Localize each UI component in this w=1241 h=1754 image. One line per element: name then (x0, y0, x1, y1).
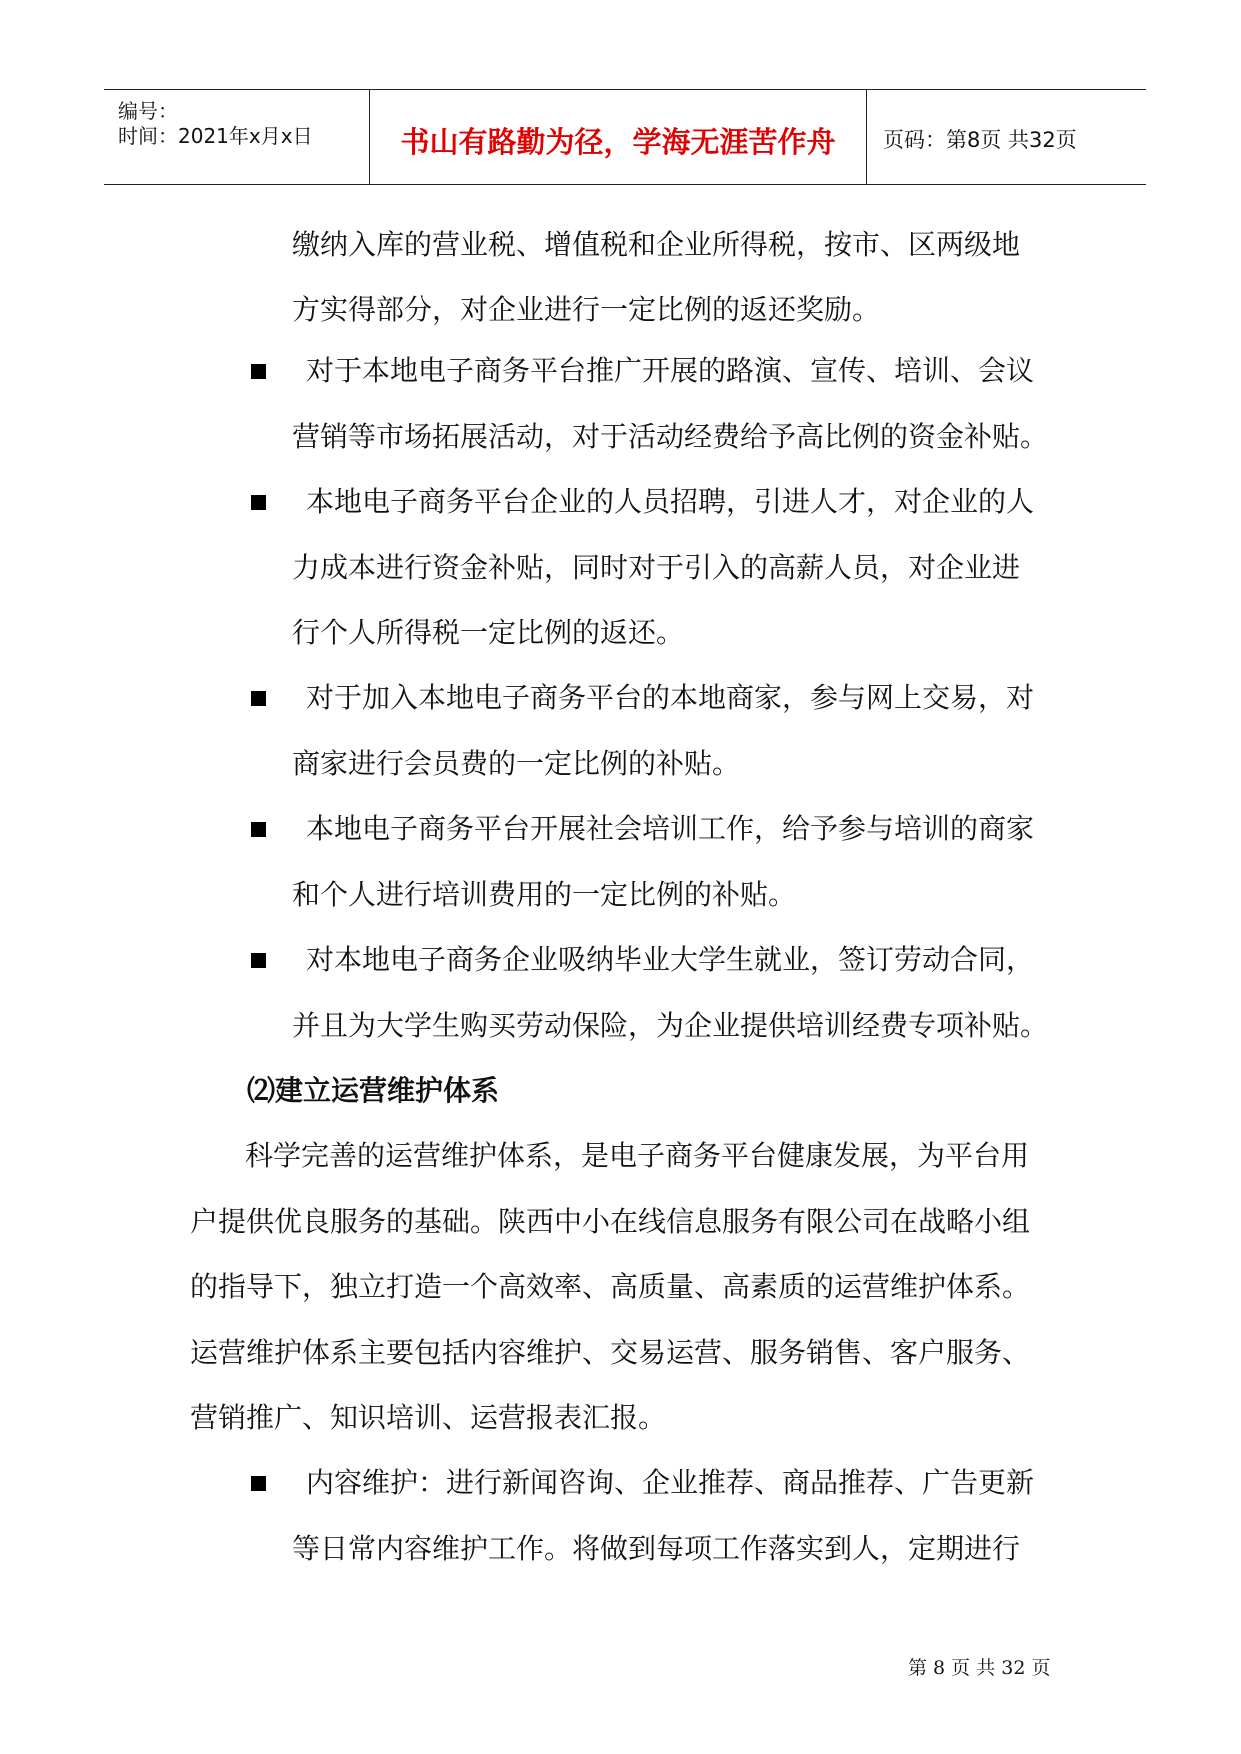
header-motto-cell (370, 90, 867, 184)
square-bullet-icon (251, 953, 266, 968)
document-time-label: 时间：2021年x月x日 (118, 124, 313, 148)
body-line: 并且为大学生购买劳动保险，为企业提供培训经费专项补贴。 (292, 1009, 1049, 1042)
paragraph-line: 科学完善的运营维护体系，是电子商务平台健康发展，为平台用 (245, 1139, 1030, 1172)
page-header (104, 89, 1146, 185)
square-bullet-icon (251, 495, 266, 510)
body-line: 力成本进行资金补贴，同时对于引入的高薪人员，对企业进 (292, 551, 1021, 584)
body-line: 营销等市场拓展活动，对于活动经费给予高比例的资金补贴。 (292, 420, 1049, 453)
list-item: 本地电子商务平台企业的人员招聘，引进人才，对企业的人 (306, 485, 1035, 518)
body-line: 和个人进行培训费用的一定比例的补贴。 (292, 878, 797, 911)
list-item: 对本地电子商务企业吸纳毕业大学生就业，签订劳动合同， (306, 943, 1035, 976)
square-bullet-icon (251, 822, 266, 837)
body-line: 等日常内容维护工作。将做到每项工作落实到人，定期进行 (292, 1532, 1021, 1565)
header-page-cell (867, 90, 1146, 184)
square-bullet-icon (251, 691, 266, 706)
header-motto: 书山有路勤为径，学海无涯苦作舟 (400, 125, 836, 159)
list-item: 对于本地电子商务平台推广开展的路演、宣传、培训、会议 (306, 354, 1035, 387)
body-line: 商家进行会员费的一定比例的补贴。 (292, 747, 741, 780)
body-line: 方实得部分，对企业进行一定比例的返还奖励。 (292, 293, 881, 326)
section-heading: ⑵建立运营维护体系 (247, 1074, 500, 1107)
square-bullet-icon (251, 364, 266, 379)
body-line: 缴纳入库的营业税、增值税和企业所得税，按市、区两级地 (292, 228, 1021, 261)
page-footer: 第 8 页 共 32 页 (908, 1657, 1051, 1679)
body-line: 行个人所得税一定比例的返还。 (292, 616, 685, 649)
square-bullet-icon (251, 1476, 266, 1491)
header-info-cell (104, 90, 370, 184)
list-item: 本地电子商务平台开展社会培训工作，给予参与培训的商家 (306, 812, 1035, 845)
header-page-code: 页码：第8页 共32页 (883, 128, 1077, 152)
document-number-label: 编号： (118, 99, 178, 123)
paragraph-line: 运营维护体系主要包括内容维护、交易运营、服务销售、客户服务、 (190, 1336, 1031, 1369)
paragraph-line: 营销推广、知识培训、运营报表汇报。 (190, 1401, 667, 1434)
paragraph-line: 的指导下，独立打造一个高效率、高质量、高素质的运营维护体系。 (190, 1270, 1031, 1303)
list-item: 对于加入本地电子商务平台的本地商家，参与网上交易，对 (306, 681, 1035, 714)
list-item: 内容维护：进行新闻咨询、企业推荐、商品推荐、广告更新 (306, 1466, 1035, 1499)
paragraph-line: 户提供优良服务的基础。陕西中小在线信息服务有限公司在战略小组 (190, 1205, 1031, 1238)
